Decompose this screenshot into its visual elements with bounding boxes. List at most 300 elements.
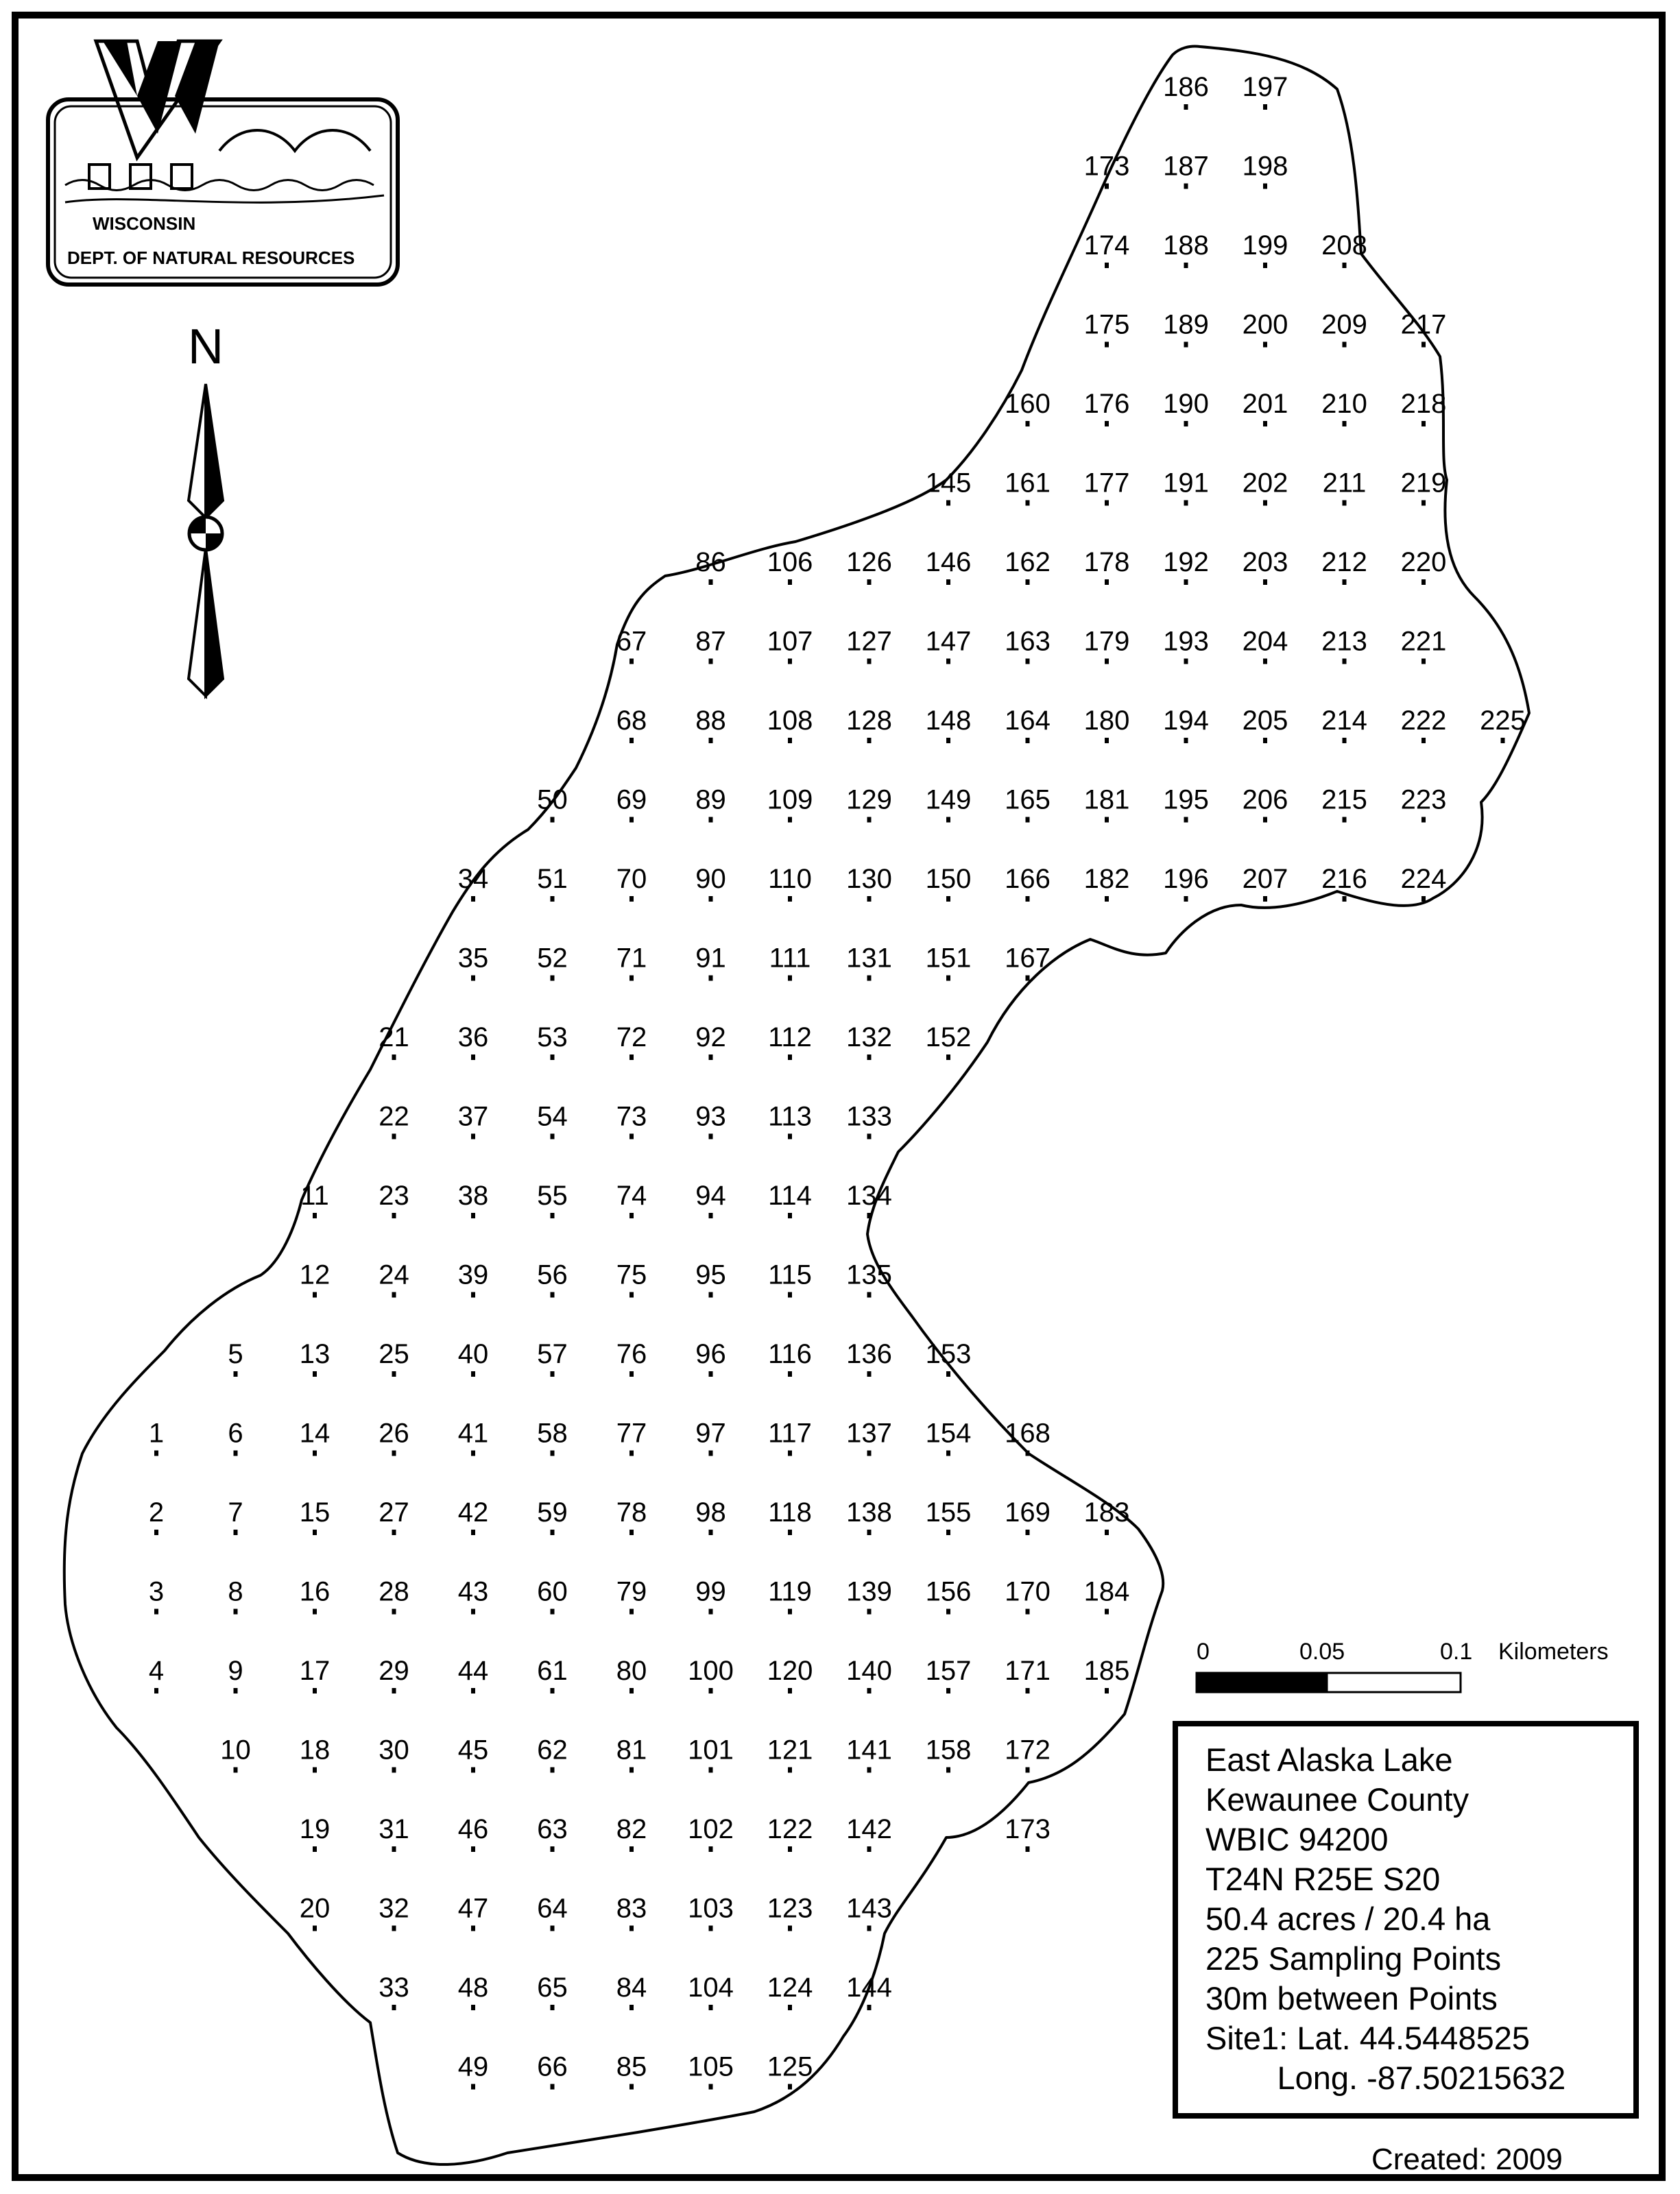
sampling-point-marker [1263, 342, 1267, 348]
sampling-point-marker [1421, 342, 1426, 348]
sampling-point-marker [551, 1688, 555, 1693]
sampling-point-label: 168 [1005, 1418, 1051, 1449]
sampling-point-label: 31 [379, 1814, 409, 1844]
sampling-point [300, 1577, 331, 1615]
sampling-point [926, 1735, 972, 1773]
sampling-point [616, 1419, 647, 1456]
sampling-point-label: 72 [616, 1022, 647, 1052]
sampling-point-marker [1263, 579, 1267, 585]
sampling-point-label: 220 [1400, 547, 1447, 577]
sampling-point-marker [788, 2084, 792, 2090]
sampling-point-label: 225 [1480, 706, 1526, 736]
sampling-point-label: 80 [616, 1656, 647, 1686]
sampling-point [768, 864, 812, 902]
sampling-point-label: 61 [537, 1656, 568, 1686]
sampling-point-label: 158 [925, 1735, 972, 1765]
sampling-point-marker [234, 1609, 238, 1615]
sampling-point-label: 105 [688, 2051, 734, 2082]
sampling-point-marker [392, 1609, 396, 1615]
sampling-point [1005, 1735, 1051, 1773]
sampling-point [379, 1339, 409, 1377]
sampling-point-marker [709, 896, 713, 902]
sampling-point-label: 204 [1242, 626, 1288, 657]
sampling-point-label: 52 [537, 943, 568, 974]
sampling-point-marker [788, 896, 792, 902]
lake-info-box [1173, 1721, 1639, 2119]
sampling-point-marker [1105, 263, 1109, 268]
sampling-point-label: 23 [379, 1181, 409, 1211]
sampling-point [300, 1497, 331, 1535]
sampling-point [695, 627, 726, 664]
sampling-point-label: 157 [925, 1656, 972, 1686]
sampling-point [1084, 152, 1130, 189]
sampling-point-marker [1343, 659, 1347, 664]
sampling-point-label: 172 [1005, 1735, 1051, 1765]
sampling-point-marker [867, 1609, 872, 1615]
sampling-point [1243, 785, 1288, 823]
sampling-point-marker [946, 1609, 950, 1615]
sampling-point [537, 1022, 568, 1060]
sampling-point [379, 1181, 409, 1218]
sampling-point-marker [1184, 817, 1188, 823]
sampling-point-label: 136 [846, 1339, 892, 1369]
sampling-point [767, 627, 813, 664]
sampling-point-label: 207 [1242, 864, 1288, 894]
sampling-point-marker [1184, 659, 1188, 664]
sampling-point-marker [1421, 579, 1426, 585]
sampling-point-label: 36 [457, 1022, 489, 1052]
sampling-point-label: 81 [616, 1735, 647, 1765]
sampling-point [379, 1814, 409, 1852]
sampling-point [1321, 389, 1367, 426]
sampling-point [616, 864, 647, 902]
sampling-point-label: 188 [1163, 230, 1209, 261]
sampling-point [458, 1260, 489, 1298]
sampling-point [688, 1735, 734, 1773]
sampling-point-marker [709, 2005, 713, 2010]
sampling-point [379, 1022, 409, 1060]
sampling-point [846, 706, 892, 743]
sampling-point-marker [946, 817, 950, 823]
sampling-point-label: 164 [1005, 706, 1051, 736]
sampling-point-marker [788, 1054, 792, 1060]
sampling-point-marker [788, 1688, 792, 1693]
sampling-point [1321, 627, 1367, 664]
sampling-point-marker [1105, 1688, 1109, 1693]
sampling-point [768, 1181, 812, 1218]
sampling-point-label: 12 [299, 1259, 331, 1290]
sampling-point-label: 212 [1321, 547, 1367, 577]
sampling-point-marker [946, 738, 950, 743]
sampling-point-label: 131 [846, 943, 892, 974]
sampling-point-marker [946, 1371, 950, 1377]
sampling-point [695, 785, 726, 823]
sampling-point-marker [1421, 817, 1426, 823]
sampling-point-label: 118 [768, 1497, 812, 1528]
sampling-point-marker [788, 579, 792, 585]
sampling-point-label: 167 [1005, 943, 1051, 974]
sampling-point-label: 171 [1005, 1656, 1051, 1686]
sampling-point [688, 1973, 734, 2010]
sampling-point-marker [1026, 1609, 1030, 1615]
sampling-point-label: 173 [1083, 151, 1130, 182]
sampling-point [537, 1181, 568, 1218]
sampling-point-marker [1026, 738, 1030, 743]
sampling-point-marker [1026, 421, 1030, 426]
sampling-point-label: 33 [379, 1973, 409, 2003]
sampling-point [300, 1260, 331, 1298]
sampling-point-label: 38 [457, 1181, 489, 1211]
sampling-point-label: 190 [1163, 389, 1209, 419]
sampling-point [379, 1419, 409, 1456]
sampling-point [616, 1577, 647, 1615]
sampling-point-marker [629, 1846, 634, 1852]
sampling-point-label: 75 [616, 1259, 647, 1290]
sampling-point [1401, 310, 1447, 348]
sampling-point-label: 176 [1083, 389, 1130, 419]
sampling-point [537, 2052, 568, 2090]
sampling-point [767, 1656, 813, 1693]
sampling-point [537, 1894, 568, 1931]
sampling-point [767, 1735, 813, 1773]
sampling-point-label: 138 [846, 1497, 892, 1528]
sampling-point [149, 1577, 164, 1615]
sampling-point-label: 16 [299, 1576, 331, 1607]
sampling-point-label: 218 [1400, 389, 1447, 419]
sampling-point [1243, 310, 1288, 348]
sampling-point-marker [1105, 659, 1109, 664]
sampling-point [1084, 1656, 1130, 1693]
sampling-point [1163, 547, 1209, 585]
sampling-point-label: 108 [767, 706, 813, 736]
sampling-point-marker [1421, 896, 1426, 902]
sampling-point-marker [788, 659, 792, 664]
sampling-point [767, 785, 813, 823]
sampling-point [1321, 547, 1367, 585]
sampling-point-label: 197 [1242, 72, 1288, 102]
sampling-point-marker [629, 1688, 634, 1693]
sampling-point-marker [946, 976, 950, 981]
sampling-point-marker [1263, 817, 1267, 823]
sampling-point-marker [1026, 1768, 1030, 1773]
sampling-point-marker [709, 1609, 713, 1615]
sampling-point-label: 223 [1400, 784, 1447, 815]
sampling-point [379, 1497, 409, 1535]
sampling-point-label: 100 [688, 1656, 734, 1686]
sampling-point-label: 103 [688, 1893, 734, 1924]
sampling-point [537, 1260, 568, 1298]
sampling-point-label: 114 [768, 1181, 812, 1211]
sampling-point [768, 1260, 812, 1298]
sampling-point-marker [313, 1609, 317, 1615]
sampling-point-label: 71 [616, 943, 647, 974]
sampling-point [1005, 785, 1051, 823]
sampling-point-marker [867, 2005, 872, 2010]
sampling-point-marker [471, 1292, 475, 1298]
dnr-logo [48, 41, 398, 285]
sampling-point [379, 1973, 409, 2010]
sampling-point-marker [1421, 659, 1426, 664]
sampling-point-label: 214 [1321, 706, 1367, 736]
sampling-point [616, 1973, 647, 2010]
sampling-point-marker [629, 1213, 634, 1218]
sampling-point-label: 62 [537, 1735, 568, 1765]
sampling-point-label: 128 [846, 706, 892, 736]
sampling-point-marker [1184, 421, 1188, 426]
sampling-point [1084, 547, 1130, 585]
sampling-point-label: 208 [1321, 230, 1367, 261]
sampling-point-label: 178 [1083, 547, 1130, 577]
township-range: T24N R25E S20 [1205, 1861, 1441, 1897]
sampling-point [695, 1577, 726, 1615]
logo-line1: WISCONSIN [93, 213, 196, 234]
sampling-point-marker [551, 1371, 555, 1377]
sampling-point-label: 202 [1242, 468, 1288, 498]
sampling-point-marker [313, 1768, 317, 1773]
sampling-point-label: 60 [537, 1576, 568, 1607]
sampling-point-marker [946, 1530, 950, 1535]
sampling-point [458, 1894, 489, 1931]
sampling-point [1005, 706, 1051, 743]
sampling-point [926, 706, 972, 743]
sampling-point [379, 1735, 409, 1773]
sampling-point-marker [788, 1926, 792, 1931]
sampling-point-label: 90 [695, 864, 726, 894]
sampling-point [1163, 864, 1209, 902]
sampling-point [616, 943, 647, 981]
sampling-point-label: 111 [769, 943, 811, 974]
sampling-point [1005, 547, 1051, 585]
sampling-point-marker [1105, 501, 1109, 506]
sampling-point-label: 125 [767, 2051, 813, 2082]
sampling-point-marker [1026, 1846, 1030, 1852]
sampling-point-label: 20 [299, 1893, 331, 1924]
sampling-point [1163, 785, 1209, 823]
sampling-point-label: 68 [616, 706, 647, 736]
sampling-point-marker [313, 1292, 317, 1298]
sampling-point-label: 56 [537, 1259, 568, 1290]
sampling-point [846, 627, 892, 664]
sampling-point-label: 9 [228, 1656, 243, 1686]
sampling-point-marker [471, 1134, 475, 1140]
sampling-point-marker [788, 2005, 792, 2010]
sampling-point-label: 141 [846, 1735, 892, 1765]
sampling-point-marker [709, 817, 713, 823]
sampling-point-label: 192 [1163, 547, 1209, 577]
sampling-point-marker [154, 1688, 158, 1693]
point-spacing: 30m between Points [1205, 1980, 1498, 2016]
sampling-point-marker [471, 1451, 475, 1456]
sampling-point-label: 177 [1083, 468, 1130, 498]
sampling-point [1321, 310, 1367, 348]
sampling-point-label: 147 [925, 626, 972, 657]
sampling-point [1084, 864, 1130, 902]
sampling-point-label: 179 [1083, 626, 1130, 657]
sampling-point-label: 29 [379, 1656, 409, 1686]
sampling-point-label: 58 [537, 1418, 568, 1449]
sampling-point-marker [1421, 738, 1426, 743]
sampling-point-label: 122 [767, 1814, 813, 1844]
sampling-point-label: 120 [767, 1656, 813, 1686]
sampling-point-label: 89 [695, 784, 726, 815]
sampling-point-marker [1184, 104, 1188, 110]
sampling-point-label: 65 [537, 1973, 568, 2003]
sampling-point [1005, 1656, 1051, 1693]
sampling-point [616, 2052, 647, 2090]
sampling-point [458, 1339, 489, 1377]
sampling-point [846, 864, 892, 902]
sampling-point-marker [867, 1688, 872, 1693]
sampling-point-label: 76 [616, 1339, 647, 1369]
sampling-point-marker [788, 1213, 792, 1218]
sampling-point [220, 1735, 251, 1773]
sampling-point [1005, 864, 1051, 902]
sampling-point [616, 1181, 647, 1218]
sampling-point-label: 50 [537, 784, 568, 815]
sampling-point [695, 943, 726, 981]
sampling-point [695, 1102, 726, 1140]
sampling-point-marker [946, 501, 950, 506]
sampling-point-label: 32 [379, 1893, 409, 1924]
sampling-point-marker [709, 1530, 713, 1535]
sampling-point-label: 79 [616, 1576, 647, 1607]
sampling-point-marker [709, 1451, 713, 1456]
sampling-point-marker [392, 1926, 396, 1931]
sampling-point-marker [471, 1054, 475, 1060]
sampling-point-label: 15 [299, 1497, 331, 1528]
sampling-point-marker [1026, 1688, 1030, 1693]
sampling-point-marker [234, 1688, 238, 1693]
sampling-point-label: 54 [537, 1101, 568, 1132]
sampling-point-marker [551, 817, 555, 823]
sampling-point [695, 1419, 726, 1456]
sampling-point-marker [788, 738, 792, 743]
sampling-point-label: 22 [379, 1101, 409, 1132]
sampling-point [228, 1497, 243, 1535]
sampling-point [926, 1419, 972, 1456]
sampling-point-marker [392, 1054, 396, 1060]
sampling-point-marker [867, 1926, 872, 1931]
sampling-point-marker [709, 1926, 713, 1931]
sampling-point [1401, 706, 1447, 743]
sampling-point [1163, 152, 1209, 189]
sampling-point-marker [1184, 738, 1188, 743]
wbic-code: WBIC 94200 [1205, 1821, 1389, 1857]
sampling-point-marker [629, 817, 634, 823]
sampling-point-label: 99 [695, 1576, 726, 1607]
sampling-point [458, 1735, 489, 1773]
sampling-point-marker [1026, 817, 1030, 823]
sampling-point-marker [709, 1054, 713, 1060]
sampling-point-marker [234, 1768, 238, 1773]
sampling-point-marker [313, 1451, 317, 1456]
sampling-point [616, 1894, 647, 1931]
sampling-point-label: 121 [767, 1735, 813, 1765]
sampling-point-label: 123 [767, 1893, 813, 1924]
sampling-point [458, 1814, 489, 1852]
sampling-point-label: 70 [616, 864, 647, 894]
sampling-point-marker [946, 896, 950, 902]
sampling-point-marker [629, 2005, 634, 2010]
sampling-point-label: 193 [1163, 626, 1209, 657]
sampling-point-marker [1184, 501, 1188, 506]
sampling-point [228, 1577, 243, 1615]
sampling-point-marker [551, 2005, 555, 2010]
sampling-point [1084, 468, 1130, 506]
sampling-point-label: 161 [1005, 468, 1051, 498]
sampling-point [846, 1735, 892, 1773]
sampling-point [767, 1814, 813, 1852]
sampling-point-label: 224 [1400, 864, 1447, 894]
sampling-point-marker [551, 896, 555, 902]
sampling-point [846, 1894, 892, 1931]
sampling-point [300, 1181, 329, 1218]
sampling-point-marker [392, 1134, 396, 1140]
sampling-point [300, 1339, 331, 1377]
sampling-point [688, 1894, 734, 1931]
sampling-point-label: 133 [846, 1101, 892, 1132]
scale-tick-01: 0.1 [1440, 1639, 1473, 1665]
scale-bar [1197, 1639, 1609, 1692]
sampling-point [926, 864, 972, 902]
sampling-point [768, 1577, 812, 1615]
sampling-point-label: 8 [228, 1576, 243, 1607]
sampling-point-label: 74 [616, 1181, 647, 1211]
sampling-point-label: 191 [1163, 468, 1209, 498]
sampling-point-label: 28 [379, 1576, 409, 1607]
sampling-point-label: 160 [1005, 389, 1051, 419]
sampling-point-label: 163 [1005, 626, 1051, 657]
sampling-point-marker [946, 1768, 950, 1773]
sampling-point-label: 59 [537, 1497, 568, 1528]
sampling-point-label: 46 [457, 1814, 489, 1844]
sampling-point-marker [946, 1054, 950, 1060]
sampling-point-label: 144 [846, 1973, 892, 2003]
sampling-point-marker [629, 1530, 634, 1535]
sampling-point-label: 110 [768, 864, 812, 894]
sampling-point [616, 1814, 647, 1852]
sampling-point-label: 51 [537, 864, 568, 894]
sampling-point [537, 1419, 568, 1456]
sampling-point-marker [551, 1292, 555, 1298]
sampling-point-label: 180 [1083, 706, 1130, 736]
sampling-point [1005, 943, 1051, 981]
sampling-point [1084, 706, 1130, 743]
sampling-point [926, 1339, 972, 1377]
sampling-point-label: 14 [299, 1418, 331, 1449]
sampling-point-label: 97 [695, 1418, 726, 1449]
sampling-point [616, 706, 647, 743]
sampling-point [695, 864, 726, 902]
sampling-point-label: 41 [457, 1418, 489, 1449]
sampling-point-marker [1105, 896, 1109, 902]
sampling-point-label: 137 [846, 1418, 892, 1449]
sampling-point [616, 1339, 647, 1377]
sampling-point [846, 1497, 892, 1535]
sampling-point-label: 102 [688, 1814, 734, 1844]
sampling-point-marker [629, 1609, 634, 1615]
sampling-point-marker [788, 1292, 792, 1298]
sampling-point-label: 3 [148, 1576, 165, 1607]
sampling-point [846, 1656, 892, 1693]
sampling-point-label: 87 [695, 626, 726, 657]
sampling-point-marker [788, 1134, 792, 1140]
north-letter: N [188, 320, 224, 374]
sampling-point-marker [471, 1371, 475, 1377]
sampling-point-label: 185 [1083, 1656, 1130, 1686]
sampling-point [1323, 468, 1367, 506]
sampling-point [846, 547, 892, 585]
